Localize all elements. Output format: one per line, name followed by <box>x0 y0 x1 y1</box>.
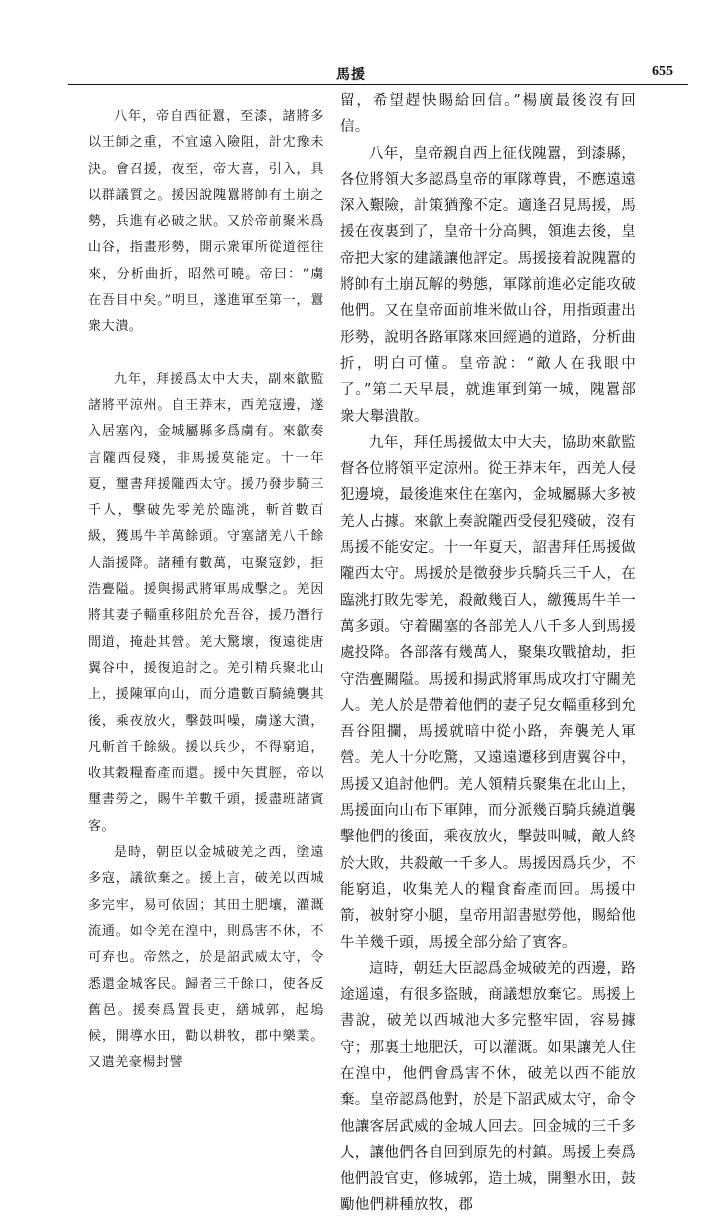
translation-text-column <box>340 88 636 1219</box>
classical-paragraph: 八年，帝自西征囂，至漆，諸將多以王師之重，不宜遠入險阻，計冘豫未決。會召援，夜至，帝大喜，引入，具以群議質之。援因說隗囂將帥有土崩之勢，兵進有必破之狀。又於帝前聚米爲山谷，指畫形勢，開示衆軍所從道徑往來，分析曲折，昭然可曉。帝曰：“虜在吾目中矣。”明旦，遂進軍至第一，囂衆大潰。 <box>88 109 324 335</box>
classical-text-column <box>88 104 324 1077</box>
classical-paragraph: 是時，朝臣以金城破羌之西，塗遠多寇，議欲棄之。援上言，破羌以西城多完牢，易可依固；其田土肥壤，灌溉流通。如令羌在湟中，則爲害不休，不可弃也。帝然之，於是詔武威太守，令悉還金城客民。歸者三千餘口，使各反舊邑。援奏爲置長吏，繕城郭，起塢候，開導水田，勸以耕牧，郡中樂業。又遣羌豪楊封譬 <box>88 845 324 1071</box>
translation-paragraph: 八年，皇帝親自西上征伐隗囂，到漆縣，各位將領大多認爲皇帝的軍隊尊貴，不應遠遠深入艱險，計策猶豫不定。適逢召見馬援，馬援在夜裏到了，皇帝十分高興，領進去後，皇帝把大家的建議讓他評定。馬援接着說隗囂的將帥有土崩瓦解的勢態，軍隊前進必定能攻破他們。又在皇帝面前堆米做山谷，用指頭畫出形勢，說明各路軍隊來回經過的道路，分析曲折，明白可懂。皇帝說：“敵人在我眼中了。”第二天早晨，就進軍到第一城，隗囂部衆大舉潰散。 <box>340 145 636 425</box>
translation-paragraph: 留，希望趕快賜給回信。”楊廣最後沒有回信。 <box>340 93 636 136</box>
translation-paragraph: 九年，拜任馬援做太中大夫，協助來歙監督各位將領平定涼州。從王莽末年，西羌人侵犯邊境，最後進來住在塞內，金城屬縣大多被羌人占據。來歙上奏說隴西受侵犯殘破，沒有馬援不能安定。十一年夏天，詔書拜任馬援做隴西太守。馬援於是徵發步兵騎兵三千人，在臨洮打敗先零羌，殺敵幾百人，繳獲馬牛羊一萬多頭。守着關塞的各部羌人八千多人到馬援處投降。各部落有幾萬人，聚集攻戰搶劫，拒守浩亹關隘。馬援和揚武將軍馬成攻打守關羌人。羌人於是帶着他們的妻子兒女輜重移到允吾谷阻攔，馬援就暗中從小路，奔襲羌人軍營。羌人十分吃驚，又遠遠遷移到唐翼谷中，馬援又追討他們。羌人領精兵聚集在北山上，馬援面向山布下軍陣，而分派幾百騎兵繞道襲擊他們的後面，乘夜放火，擊鼓叫喊，敵人終於大敗，共殺敵一千多人。馬援因爲兵少，不能窮追，收集羌人的糧食畜產而回。馬援中箭，被射穿小腿，皇帝用詔書慰勞他，賜給他牛羊幾千頭，馬援全部分給了賓客。 <box>340 434 636 951</box>
running-header-title: 馬援 <box>336 67 366 83</box>
page-number: 655 <box>652 64 673 79</box>
translation-paragraph: 這時，朝廷大臣認爲金城破羌的西邊，路途遥遠，有很多盜賊，商議想放棄它。馬援上書說，破羌以西城池大多完整牢固，容易據守；那裏土地肥沃，可以灌溉。如果讓羌人住在湟中，他們會爲害不休，破羌以西不能放棄。皇帝認爲他對，於是下詔武威太守，命令他讓客居武威的金城人回去。回金城的三千多人，讓他們各自回到原先的村鎮。馬援上奏爲他們設官吏，修城郭，造土城，開墾水田，鼓勵他們耕種放牧，郡 <box>340 960 636 1214</box>
classical-paragraph: 九年，拜援爲太中大夫，副來歙監諸將平涼州。自王莽末，西羌寇邊，遂入居塞內，金城屬縣多爲虜有。來歙奏言隴西侵殘，非馬援莫能定。十一年夏，璽書拜援隴西太守。援乃發步騎三千人，擊破先零羌於臨洮，斬首數百級，獲馬牛羊萬餘頭。守塞諸羌八千餘人詣援降。諸種有數萬，屯聚寇鈔，拒浩亹隘。援與揚武將軍馬成擊之。羌因將其妻子輜重移阻於允吾谷，援乃潛行閒道，掩赴其營。羌大驚壞，復遠徙唐翼谷中，援復追討之。羌引精兵聚北山上，援陳軍向山，而分遣數百騎繞襲其後，乘夜放火，擊鼓叫噪，虜遂大潰，凡斬首千餘級。援以兵少，不得窮追，收其穀糧畜產而還。援中矢貫脛，帝以璽書勞之，賜牛羊數千頭，援盡班諸賓客。 <box>88 371 324 834</box>
header-divider <box>68 84 688 85</box>
